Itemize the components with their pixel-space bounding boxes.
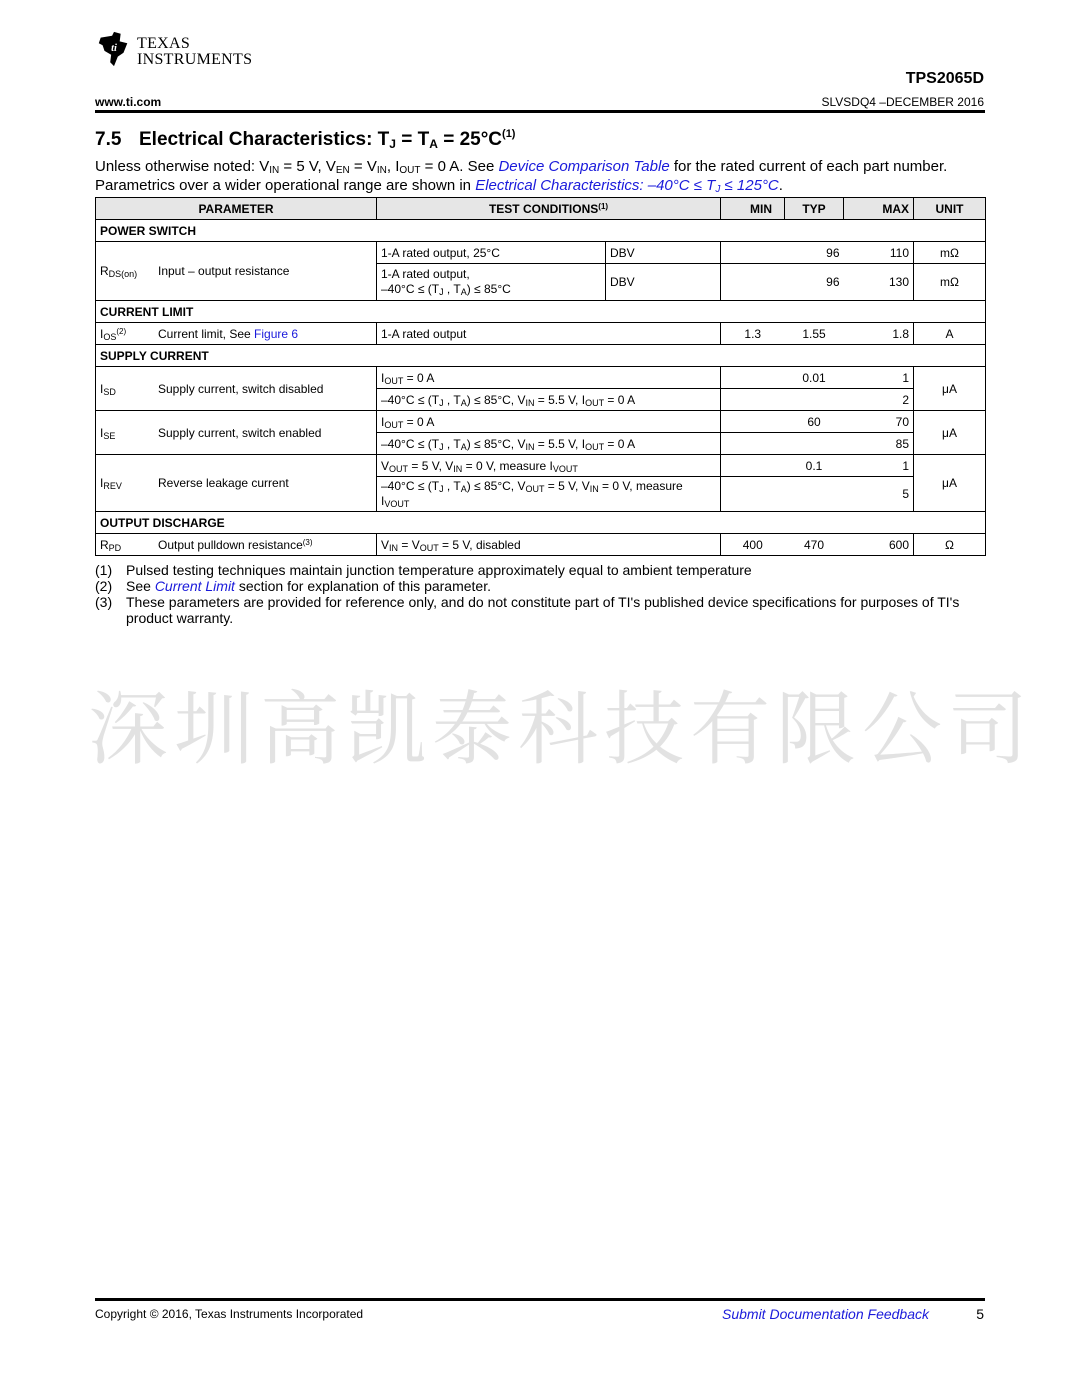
- condition-text: , T: [443, 436, 461, 451]
- typ-value: 0.1: [785, 455, 844, 477]
- param-symbol: [100, 382, 158, 396]
- footnote-item: [95, 578, 985, 594]
- condition-text: , T: [443, 479, 461, 493]
- typ-value: 96: [785, 264, 844, 301]
- intro-sub: OUT: [399, 165, 421, 176]
- max-value: 2: [844, 389, 914, 411]
- condition-sub: VOUT: [384, 499, 410, 509]
- param-description: Output pulldown resistance: [158, 537, 303, 552]
- condition-sub: J: [439, 484, 444, 494]
- link-text: Electrical Characteristics: –40°C ≤ T: [475, 177, 716, 194]
- condition-sub: A: [460, 441, 467, 452]
- logo-text-line1: TEXAS: [137, 35, 191, 52]
- title-sub: A: [429, 137, 438, 151]
- unit-value: A: [914, 323, 986, 345]
- section-number: 7.5: [95, 129, 122, 150]
- symbol-sub: SE: [103, 430, 116, 441]
- ti-logo-text: [137, 36, 252, 68]
- table-group-row: [96, 220, 986, 242]
- unit-value: μA: [914, 455, 986, 512]
- ti-logo-icon: [95, 30, 133, 68]
- test-condition: [377, 367, 721, 389]
- min-value: [721, 477, 785, 512]
- symbol-sub: DS(on): [108, 269, 138, 279]
- param-footnote-ref: (3): [302, 537, 313, 547]
- test-condition: 1-A rated output: [377, 323, 721, 345]
- header-max: MAX: [844, 198, 914, 220]
- condition-text: ) ≤ 85°C: [466, 282, 511, 296]
- website-link[interactable]: www.ti.com: [95, 95, 162, 109]
- watermark: 深圳高凯泰科技有限公司: [88, 683, 1034, 776]
- condition-sub: A: [460, 287, 467, 297]
- table-group-row: [96, 345, 986, 367]
- condition-text: = 0 A: [604, 392, 636, 407]
- max-value: 130: [844, 264, 914, 301]
- typ-value: [785, 477, 844, 512]
- typ-value: 1.55: [785, 323, 844, 345]
- current-limit-link[interactable]: Current Limit: [154, 578, 235, 594]
- link-text: ≤ 125°C: [720, 177, 779, 194]
- intro-sub: IN: [376, 165, 387, 176]
- max-value: 70: [844, 411, 914, 433]
- test-condition: 1-A rated output, 25°C: [377, 242, 606, 264]
- table-group-row: [96, 512, 986, 534]
- condition-text: = 0 A: [604, 436, 636, 451]
- condition-text: –40°C ≤ (T: [381, 479, 440, 493]
- intro-text: , I: [386, 158, 400, 175]
- condition-sub: IN: [453, 463, 463, 474]
- condition-sub: IN: [525, 397, 535, 408]
- condition-text: V: [381, 458, 390, 473]
- group-output-discharge: OUTPUT DISCHARGE: [96, 512, 986, 534]
- doc-id: SLVSDQ4 –DECEMBER 2016: [821, 95, 984, 109]
- condition-text: ) ≤ 85°C, V: [466, 479, 526, 493]
- condition-text: = 5.5 V, I: [534, 392, 586, 407]
- max-value: 5: [844, 477, 914, 512]
- title-text: Electrical Characteristics: T: [139, 129, 390, 150]
- test-condition: [377, 264, 606, 301]
- symbol-sub: SD: [103, 386, 116, 397]
- condition-text: I: [381, 370, 385, 385]
- condition-text: ) ≤ 85°C, V: [466, 392, 526, 407]
- unit-value: Ω: [914, 534, 986, 556]
- svg-text:ti: ti: [111, 42, 117, 54]
- min-value: [721, 367, 785, 389]
- intro-text: for the rated current of each part number. Parametrics over a wider operational range are shown in: [95, 158, 948, 194]
- condition-line: [381, 479, 716, 494]
- condition-line: 1-A rated output,: [381, 267, 470, 281]
- param-symbol: [100, 327, 158, 341]
- condition-text: = V: [398, 537, 420, 552]
- footnote-text-part: section for explanation of this parameter.: [234, 578, 491, 594]
- footnote-item: [95, 562, 985, 578]
- typ-value: 96: [785, 242, 844, 264]
- max-value: 1: [844, 367, 914, 389]
- header-test-conditions: [377, 198, 721, 220]
- condition-sub: J: [439, 397, 444, 408]
- symbol-sub: PD: [108, 542, 122, 553]
- min-value: 1.3: [721, 323, 785, 345]
- param-description: Supply current, switch disabled: [158, 381, 324, 396]
- max-value: 110: [844, 242, 914, 264]
- electrical-characteristics-link[interactable]: [475, 177, 779, 194]
- condition-text: –40°C ≤ (T: [381, 392, 440, 407]
- table-row: [96, 455, 986, 477]
- footnote-number: (1): [95, 562, 113, 578]
- param-irev: [96, 455, 377, 512]
- unit-value: μA: [914, 411, 986, 455]
- logo-text-line2: INSTRUMENTS: [137, 51, 253, 68]
- min-value: [721, 455, 785, 477]
- param-rpd: [96, 534, 377, 556]
- intro-text: = 0 A. See: [420, 158, 499, 175]
- condition-sub: OUT: [419, 542, 439, 553]
- header-text: TEST CONDITIONS: [488, 201, 599, 216]
- title-text: = T: [395, 129, 430, 150]
- symbol-text: I: [100, 425, 104, 440]
- min-value: 400: [721, 534, 785, 556]
- condition-sub: OUT: [585, 397, 605, 408]
- symbol-text: I: [100, 476, 104, 490]
- condition-sub: OUT: [525, 484, 545, 494]
- condition-text: = 0 V, measure: [598, 479, 683, 493]
- unit-value: mΩ: [914, 264, 986, 301]
- condition-sub: OUT: [585, 441, 605, 452]
- min-value: [721, 264, 785, 301]
- param-ios: [96, 323, 377, 345]
- test-condition: [377, 477, 721, 512]
- device-comparison-link[interactable]: Device Comparison Table: [498, 158, 670, 175]
- param-symbol: [100, 538, 158, 552]
- header-min: MIN: [721, 198, 785, 220]
- typ-value: [785, 433, 844, 455]
- condition-text: = 5 V, disabled: [438, 537, 521, 552]
- intro-sub: EN: [335, 165, 350, 176]
- table-row: [96, 323, 986, 345]
- typ-value: 470: [785, 534, 844, 556]
- electrical-characteristics-table: [95, 197, 986, 556]
- condition-text: , T: [443, 282, 461, 296]
- table-row: [96, 534, 986, 556]
- unit-value: mΩ: [914, 242, 986, 264]
- condition-sub: VOUT: [552, 463, 578, 474]
- symbol-text: R: [100, 537, 109, 552]
- condition-sub: IN: [589, 484, 599, 494]
- min-value: [721, 389, 785, 411]
- link-sub: J: [715, 184, 721, 195]
- intro-text: = 5 V, V: [279, 158, 336, 175]
- symbol-text: R: [100, 264, 109, 278]
- intro-sub: IN: [269, 165, 280, 176]
- min-value: [721, 411, 785, 433]
- typ-value: 0.01: [785, 367, 844, 389]
- submit-feedback-link[interactable]: Submit Documentation Feedback: [722, 1306, 929, 1322]
- condition-text: , T: [443, 392, 461, 407]
- header-footnote-ref: (1): [598, 201, 609, 211]
- title-sub: J: [389, 137, 396, 151]
- header-typ: TYP: [785, 198, 844, 220]
- condition-text: = 0 V, measure I: [462, 458, 553, 473]
- package: DBV: [606, 264, 721, 301]
- header-unit: UNIT: [914, 198, 986, 220]
- intro-paragraph: [95, 157, 985, 195]
- condition-sub: A: [460, 484, 467, 494]
- condition-text: ) ≤ 85°C, V: [466, 436, 526, 451]
- title-footnote-ref: (1): [502, 128, 516, 140]
- test-condition: [377, 534, 721, 556]
- symbol-text: I: [100, 381, 104, 396]
- condition-sub: IN: [525, 441, 535, 452]
- page-number: 5: [976, 1306, 984, 1322]
- max-value: 1: [844, 455, 914, 477]
- section-title: [95, 128, 515, 151]
- table-row: [96, 367, 986, 389]
- condition-line: [381, 494, 716, 509]
- test-condition: [377, 411, 721, 433]
- param-description: Reverse leakage current: [158, 476, 289, 490]
- footnotes: [95, 562, 985, 626]
- min-value: [721, 433, 785, 455]
- intro-text: Unless otherwise noted: V: [95, 158, 270, 175]
- condition-text: = 5 V, V: [544, 479, 590, 493]
- condition-line: [381, 282, 601, 297]
- condition-text: = 5 V, V: [408, 458, 454, 473]
- condition-text: –40°C ≤ (T: [381, 282, 440, 296]
- param-symbol: [100, 264, 158, 278]
- max-value: 600: [844, 534, 914, 556]
- unit-value: μA: [914, 367, 986, 411]
- param-symbol: [100, 426, 158, 440]
- group-power-switch: POWER SWITCH: [96, 220, 986, 242]
- intro-text: = V: [349, 158, 377, 175]
- condition-sub: J: [439, 441, 444, 452]
- table-header-row: [96, 198, 986, 220]
- typ-value: 60: [785, 411, 844, 433]
- condition-sub: OUT: [384, 419, 404, 430]
- condition-text: I: [381, 494, 385, 508]
- table-row: [96, 411, 986, 433]
- condition-sub: J: [439, 287, 444, 297]
- header-rule: [95, 110, 985, 113]
- package: DBV: [606, 242, 721, 264]
- condition-sub: OUT: [389, 463, 409, 474]
- intro-text: .: [778, 177, 783, 194]
- param-isd: [96, 367, 377, 411]
- footnote-number: (3): [95, 594, 113, 610]
- param-description: Input – output resistance: [158, 264, 290, 278]
- table-row: [96, 242, 986, 264]
- param-symbol: [100, 476, 158, 490]
- footnote-text: [126, 578, 491, 594]
- test-condition: [377, 433, 721, 455]
- condition-sub: OUT: [384, 375, 404, 386]
- symbol-footnote-ref: (2): [116, 326, 127, 336]
- condition-sub: A: [460, 397, 467, 408]
- param-description: Supply current, switch enabled: [158, 425, 322, 440]
- footnote-number: (2): [95, 578, 113, 594]
- symbol-sub: REV: [103, 481, 122, 491]
- param-ise: [96, 411, 377, 455]
- max-value: 85: [844, 433, 914, 455]
- group-current-limit: CURRENT LIMIT: [96, 301, 986, 323]
- table-group-row: [96, 301, 986, 323]
- part-number: TPS2065D: [905, 70, 984, 87]
- symbol-text: I: [100, 326, 104, 341]
- figure-6-link[interactable]: Figure 6: [254, 326, 299, 341]
- footnote-text: Pulsed testing techniques maintain junction temperature approximately equal to ambient temperature: [126, 562, 752, 578]
- condition-text: = 0 A: [403, 370, 435, 385]
- test-condition: [377, 389, 721, 411]
- footer-rule: [95, 1298, 985, 1301]
- max-value: 1.8: [844, 323, 914, 345]
- param-description: Current limit, See: [158, 326, 255, 341]
- footnote-text: These parameters are provided for reference only, and do not constitute part of TI's published device specifications for purposes of TI's product warranty.: [126, 594, 960, 626]
- param-rds: [96, 242, 377, 301]
- footnote-text-part: See: [126, 578, 155, 594]
- condition-text: –40°C ≤ (T: [381, 436, 440, 451]
- footnote-item: [95, 594, 985, 626]
- test-condition: [377, 455, 721, 477]
- condition-text: = 0 A: [403, 414, 435, 429]
- copyright: Copyright © 2016, Texas Instruments Incorporated: [95, 1307, 364, 1321]
- min-value: [721, 242, 785, 264]
- symbol-sub: OS: [103, 331, 117, 342]
- condition-text: = 5.5 V, I: [534, 436, 586, 451]
- condition-text: V: [381, 537, 390, 552]
- header-parameter: PARAMETER: [96, 198, 377, 220]
- condition-sub: IN: [389, 542, 399, 553]
- typ-value: [785, 389, 844, 411]
- title-text: = 25°C: [437, 129, 503, 150]
- group-supply-current: SUPPLY CURRENT: [96, 345, 986, 367]
- condition-text: I: [381, 414, 385, 429]
